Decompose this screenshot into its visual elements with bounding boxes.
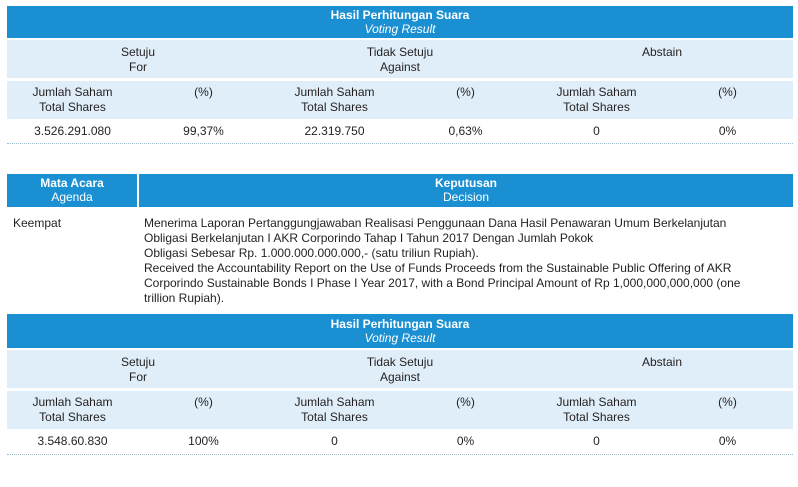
group-label-id: Setuju [120,45,156,59]
header-subtitle: Voting Result [364,331,436,345]
shares-id: Jumlah Saham [32,85,113,99]
voting-result-header-2 [7,314,793,348]
shares-en: Total Shares [563,100,630,114]
shares-id: Jumlah Saham [556,85,637,99]
shares-id: Jumlah Saham [294,85,375,99]
decision-line: Corporindo Sustainable Bonds I Phase I Year 2017, with a Bond Principal Amount of Rp 1,000,000,000,000 (one [144,276,741,290]
value-abstain-shares: 0 [593,124,600,138]
value-abstain-pct: 0% [718,434,737,448]
shares-header-against [269,395,400,425]
values-row-1 [7,122,793,142]
shares-id: Jumlah Saham [294,395,375,409]
decision-line: trillion Rupiah). [144,291,225,305]
shares-header-abstain [531,395,662,425]
shares-header-against [269,85,400,115]
group-label-id: Tidak Setuju [366,355,434,369]
value-against-shares: 0 [331,434,338,448]
row-divider [7,454,793,455]
subheader-row-2 [7,391,793,429]
subheader-row-1 [7,81,793,119]
decision-line: Menerima Laporan Pertanggungjawaban Realisasi Penggunaan Dana Hasil Penawaran Umum Berkelanjutan [144,216,727,230]
decision-line: Obligasi Sebesar Rp. 1.000.000.000.000,- (satu triliun Rupiah). [144,246,479,260]
shares-id: Jumlah Saham [556,395,637,409]
pct-header-abstain: (%) [718,85,737,99]
decision-col-header [139,176,793,204]
group-label-en: Against [379,60,421,74]
values-row-2 [7,432,793,452]
shares-header-for [7,395,138,425]
value-for-pct: 100% [188,434,219,448]
header-title: Hasil Perhitungan Suara [330,317,470,331]
agenda-col-en: Agenda [51,190,93,204]
shares-en: Total Shares [39,100,106,114]
voting-result-header-1 [7,6,793,38]
agenda-label: Keempat [13,216,62,230]
decision-col-en: Decision [442,190,490,204]
value-for-shares: 3.526.291.080 [34,124,111,138]
value-for-shares: 3.548.60.830 [37,434,108,448]
agenda-col-header [7,176,137,204]
group-label-id: Abstain [641,355,683,369]
pct-header-against: (%) [456,85,475,99]
group-abstain [531,45,793,60]
header-subtitle: Voting Result [364,22,436,36]
header-title: Hasil Perhitungan Suara [330,8,470,22]
row-divider [7,143,793,144]
group-label-id: Abstain [641,45,683,59]
value-abstain-pct: 0% [718,124,737,138]
shares-en: Total Shares [301,410,368,424]
group-row-1 [7,40,793,78]
shares-en: Total Shares [39,410,106,424]
value-abstain-shares: 0 [593,434,600,448]
agenda-header [7,174,793,207]
group-for [7,355,269,385]
shares-en: Total Shares [563,410,630,424]
group-label-id: Setuju [120,355,156,369]
pct-header-abstain: (%) [718,395,737,409]
value-against-shares: 22.319.750 [304,124,365,138]
pct-header-for: (%) [194,395,213,409]
group-label-en: For [129,370,147,384]
group-against [269,45,531,75]
decision-text [144,216,794,306]
decision-col-id: Keputusan [434,176,497,190]
agenda-row [7,216,793,308]
shares-header-abstain [531,85,662,115]
shares-en: Total Shares [301,100,368,114]
value-against-pct: 0% [456,434,475,448]
group-abstain [531,355,793,370]
group-for [7,45,269,75]
value-for-pct: 99,37% [183,124,224,138]
pct-header-against: (%) [456,395,475,409]
shares-id: Jumlah Saham [32,395,113,409]
shares-header-for [7,85,138,115]
group-label-id: Tidak Setuju [366,45,434,59]
group-row-2 [7,350,793,388]
group-against [269,355,531,385]
value-against-pct: 0,63% [448,124,483,138]
group-label-en: For [129,60,147,74]
group-label-en: Against [379,370,421,384]
agenda-col-id: Mata Acara [40,176,104,190]
decision-line: Received the Accountability Report on the Use of Funds Proceeds from the Sustainable Public Offering of AKR [144,261,732,275]
decision-line: Obligasi Berkelanjutan I AKR Corporindo Tahap I Tahun 2017 Dengan Jumlah Pokok [144,231,594,245]
pct-header-for: (%) [194,85,213,99]
